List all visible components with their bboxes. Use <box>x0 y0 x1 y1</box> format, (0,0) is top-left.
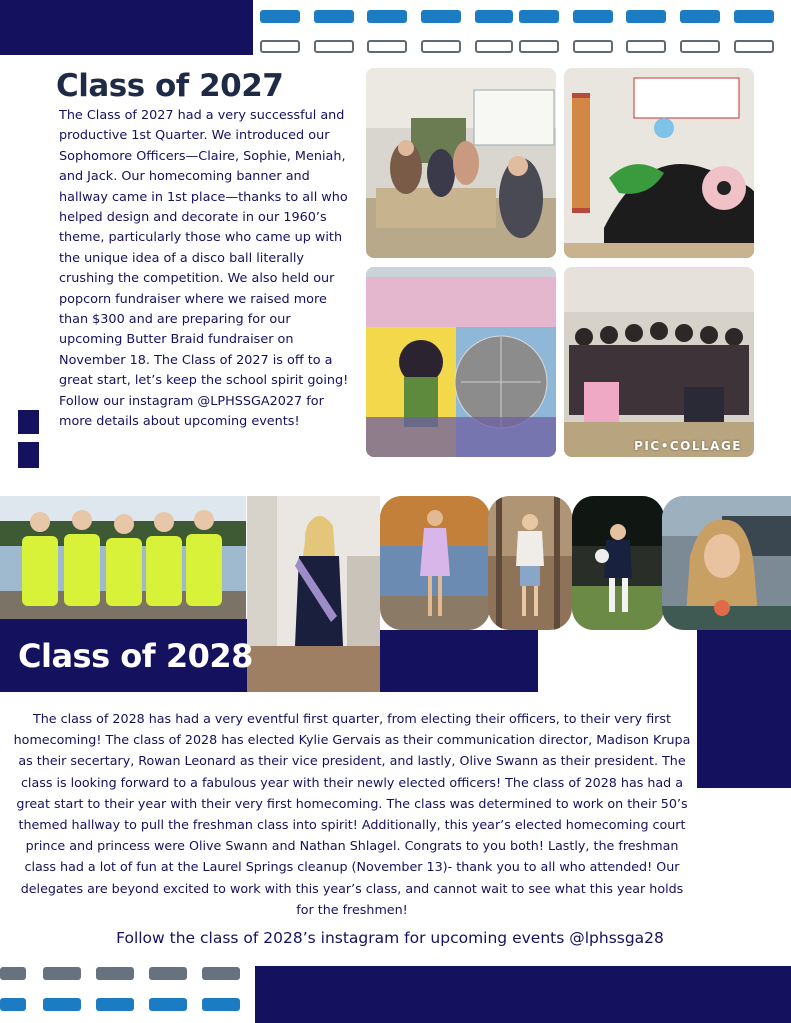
class-2028-instagram-note: Follow the class of 2028’s instagram for upcoming events @lphssga28 <box>116 929 664 947</box>
class-2027-title: Class of 2027 <box>56 68 284 104</box>
right-navy-column <box>697 630 791 788</box>
class-2028-title: Class of 2028 <box>18 637 253 675</box>
left-navy-square-1 <box>18 410 39 434</box>
left-navy-square-2 <box>18 442 39 468</box>
autumn-woods-photo <box>488 496 572 630</box>
bottom-right-navy-block <box>255 966 791 1023</box>
homecoming-sash-photo <box>247 496 380 692</box>
center-navy-block <box>380 630 538 692</box>
class-2027-body: The Class of 2027 had a very successful and productive 1st Quarter. We introduced our Sophomore Officers—Claire, Sophie, Meniah, and Jack. Our homecoming banner and hallway came in 1st place—thanks to all who helped design and decorate in our 1960’s theme, particularly those who came up with the unique idea of a disco ball literally crushing the competition. We also held our popcorn fundraiser where we raised more than $300 and are preparing for our upcoming Butter Braid fundraiser on November 18. The Class of 2027 is off to a great start, let’s keep the school spirit going! Follow our instagram @LPHSSGA2027 for more details about upcoming events! <box>59 108 349 430</box>
class-2028-body: The class of 2028 has had a very eventful first quarter, from electing their officers, to their very first homecoming! The class of 2028 has elected Kylie Gervais as their communication director, Madison Krupa as their secertary, Rowan Leonard as their vice president, and lastly, Olive Swann as their president. The class is looking forward to a fabulous year with their newly elected officers! The class of 2028 has had a great start to their year with their very first homecoming. The class was determined to work on their 50’s themed hallway to pull the freshman class into spirit! Additionally, this year’s elected homecoming court prince and princess were Olive Swann and Nathan Shlagel. Congrats to you both! Lastly, the freshman class had a lot of fun at the Laurel Springs cleanup (November 13)- thank you to all who attended! Our delegates are beyond excited to work with this year’s class, and cannot wait to see what this year holds for the freshmen! <box>13 711 691 917</box>
top-left-navy-block <box>0 0 253 55</box>
soccer-player-photo <box>572 496 664 630</box>
lakeside-dress-photo <box>380 496 490 630</box>
cleanup-volunteers-photo <box>0 496 246 621</box>
classroom-students-photo <box>366 68 556 258</box>
pic-collage-watermark: PIC•COLLAGE <box>634 439 742 453</box>
restaurant-portrait-photo <box>662 496 791 630</box>
class-group-photo <box>564 267 754 457</box>
biomedical-science-wall-photo <box>564 68 754 258</box>
disco-ball-banner-photo <box>366 267 556 457</box>
